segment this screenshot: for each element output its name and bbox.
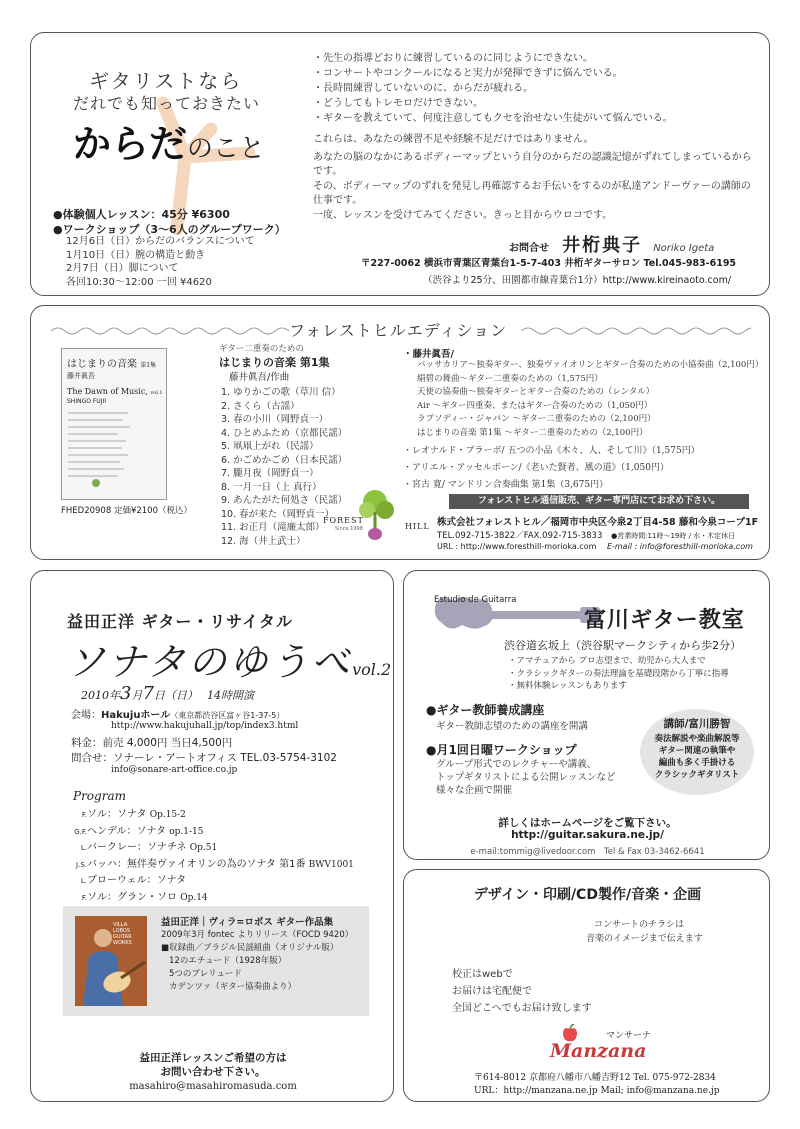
note-line: 校正はwebで	[452, 969, 513, 980]
karada-address: 〒227-0062 横浜市青葉区青葉台1-5-7-403 井桁ギターサロン Tel.045-983-6195	[361, 258, 737, 269]
venue-url[interactable]: http://www.hakujuhall.jp/top/index3.html	[111, 721, 299, 731]
tagline-line: コンサートのチラシは	[594, 920, 685, 930]
recital-vol: vol.2	[352, 660, 392, 679]
recital-heading: 益田正洋 ギター・リサイタル	[67, 612, 293, 631]
program-list	[71, 807, 354, 906]
feature-item: ・アマチュアから プロ志望まで、幼児から大人まで	[508, 656, 706, 666]
course-desc-line: 様々な企画で開催	[436, 785, 513, 796]
recital-title-text: ソナタのゆうべ	[67, 640, 353, 684]
lesson-line: 益田正洋レッスンご希望の方は	[139, 1052, 287, 1064]
song-item: 4. ひとめふため（京都民謡）	[221, 427, 348, 439]
work-item: ラプソディー・ジャパン 〜ギター二重奏のための（2,100円）	[417, 414, 656, 424]
body-para: これらは、あなたの練習不足や経験不足だけではありません。	[313, 134, 594, 145]
program-item	[71, 824, 354, 841]
foresthill-heading: フォレストヒルエディション	[289, 321, 508, 340]
company-contact	[437, 529, 735, 541]
manzana-panel	[403, 869, 770, 1102]
bio-line: クラシックギタリスト	[654, 770, 740, 780]
work-item: ・アリエル・アッセルボーン/《老いた賢者、風の道》（1,050円）	[403, 463, 669, 473]
manzana-wordmark: Manzana	[550, 1040, 647, 1062]
workshop-line: 12月6日（日）からだのバランスについて	[66, 236, 255, 247]
cd-track: 5つのプレリュード	[169, 969, 242, 979]
karada-title-main: からだ	[73, 122, 188, 166]
cd-track: ■収録曲／ブラジル民謡組曲（オリジナル版）	[161, 943, 339, 953]
program-item	[71, 857, 354, 874]
manzana-logo	[542, 1024, 692, 1064]
karada-subtitle-2: だれでも知っておきたい	[73, 94, 261, 113]
manzana-notes	[452, 966, 592, 1017]
course-2-desc	[436, 758, 615, 797]
wave-line-right	[521, 324, 751, 338]
other-works	[403, 443, 700, 494]
cd-track: 12のエチュード（1928年版）	[169, 956, 287, 966]
tomikawa-url[interactable]: http://guitar.sakura.ne.jp/	[511, 829, 664, 841]
work-item: 天使の協奏曲〜独奏ギターとギター合奏のための（レンタル）	[417, 387, 655, 397]
fujii-works	[417, 359, 763, 440]
cd-tracks	[161, 942, 338, 994]
workshop-line: 1月10日（日）腕の構造と動き	[66, 249, 206, 261]
sales-banner: フォレストヒル通信販売、ギター専門店にてお求め下さい。	[449, 494, 749, 509]
book-cover-en	[62, 382, 166, 396]
course-desc-line: グループ形式でのレクチャーや講義、	[436, 759, 597, 770]
date-time: 14時開演	[207, 689, 254, 702]
composer-initial: G.F.	[74, 827, 87, 836]
symptom-item: ・コンサートやコンクールになると実力が発揮できずに悩んでいる。	[313, 68, 623, 79]
composer-initial: L.	[80, 844, 87, 852]
composer-initial: F.	[81, 811, 87, 819]
song-item: 2. さくら（古謡）	[221, 400, 300, 412]
estudio-label: Estudio de Guitarra	[434, 595, 517, 605]
workshop-schedule	[66, 235, 255, 289]
company-url[interactable]: URL : http://www.foresthill-morioka.com	[437, 542, 597, 551]
workshop-line: 2月7日（日）脚について	[66, 263, 179, 274]
program-item	[71, 840, 354, 857]
symptom-item: ・どうしてもトレモロだけできない。	[313, 98, 483, 109]
recital-date	[81, 683, 254, 704]
program-opus: BWV1001	[308, 859, 354, 870]
book-en-vol: vol.1	[150, 390, 163, 396]
program-piece: バークレー：ソナチネ	[87, 842, 187, 853]
program-label: Program	[73, 789, 126, 803]
program-item	[71, 873, 354, 890]
masuda-panel	[30, 570, 394, 1102]
series-title: はじまりの音楽 第1集	[219, 356, 330, 369]
recital-venue	[71, 706, 284, 721]
recital-title	[67, 631, 391, 686]
karada-panel	[30, 32, 770, 296]
program-piece: バッハ：無伴奏ヴァイオリンの為のソナタ 第1番	[87, 858, 306, 870]
song-item: 3. 春の小川（岡野貞一）	[221, 414, 329, 425]
work-item: バッサカリア〜独奏ギター、独奏ヴァイオリンとギター合奏のための小協奏曲（2,100円）	[417, 360, 764, 370]
program-item	[71, 890, 354, 907]
tomikawa-title: 富川ギター教室	[584, 608, 745, 633]
venue-label: 会場：	[71, 710, 101, 721]
date-day: 7	[142, 683, 154, 704]
body-para: その、ボディーマップのずれを発見し再確認するお手伝いをするのが私達アンドーヴァーの講師の仕事です。	[313, 180, 751, 206]
cd-jacket	[75, 916, 147, 1006]
karada-access: （渋谷より25分、田園都市線青葉台1分）http://www.kireinaoto.com/	[423, 275, 732, 286]
contact-name: 井桁典子	[562, 235, 643, 256]
manzana-url[interactable]: URL：http://manzana.ne.jp Mail; info@manzana.ne.jp	[474, 1086, 720, 1096]
date-day-unit: 日（日）	[153, 689, 198, 702]
company-email[interactable]: E-mail : info@foresthill-morioka.com	[606, 542, 753, 551]
manzana-kana: マンサーナ	[606, 1031, 652, 1041]
song-item: 6. かごめかごめ（日本民謡）	[221, 454, 348, 466]
lesson-price: ●体験個人レッスン：45分 ¥6300	[53, 208, 230, 221]
tomikawa-contact: e-mail:tommig@livedoor.com Tel & Fax 03-3462-6641	[470, 847, 705, 857]
program-item	[71, 807, 354, 824]
inquiry-mail[interactable]: info@sonare-art-office.co.jp	[111, 765, 238, 775]
composer-initial: J.S.	[76, 860, 87, 869]
course-1-title: ●ギター教師養成講座	[426, 703, 545, 717]
karada-body	[313, 133, 753, 223]
program-opus: op.1-15	[169, 826, 204, 837]
cd-track: カデンツァ（ギター協奏曲より）	[169, 982, 297, 992]
company-tel: TEL.092-715-3822／FAX.092-715-3833	[437, 531, 603, 541]
tomikawa-location: 渋谷道玄坂上（渋谷駅マークシティから歩2分）	[504, 639, 742, 652]
cd-jacket-text: VILLA-LOBOS GUITAR WORKS	[113, 922, 132, 946]
body-para: あなたの脳のなかにあるボディーマップという自分のからだの認識記憶がずれてしまっているからです。	[313, 151, 752, 177]
book-code: FHED20908 定価¥2100（税込）	[61, 506, 192, 516]
tomikawa-features	[508, 655, 729, 693]
course-desc-line: トップギタリストによる公開レッスンなど	[436, 772, 616, 783]
song-item: 7. 朧月夜（岡野貞一）	[221, 468, 319, 479]
karada-subtitle-1: ギタリストなら	[89, 69, 243, 93]
contact-roman: Noriko Igeta	[653, 243, 715, 254]
song-item: 9. あんたがた何処さ（民謡）	[221, 495, 348, 506]
song-item: 8. 一月一日（上 真行）	[221, 481, 322, 493]
book-title-text: はじまりの音楽	[67, 359, 137, 370]
work-item: ・レオナルド・ブラーボ/ 五つの小品《木々、人、そして川》（1,575円）	[403, 446, 700, 456]
manzana-heading: デザイン・印刷/CD製作/音楽・企画	[473, 887, 702, 903]
logo-hill: HILL	[405, 522, 430, 531]
fujii-label: ・藤井眞吾/	[403, 349, 454, 360]
note-line: 全国どこへでもお届け致します	[452, 1003, 592, 1014]
work-item: 絹碧の舞曲〜ギター二重奏のための（1,575円）	[417, 373, 603, 384]
course-1-desc: ギター教師志望のための講座を開講	[436, 721, 588, 732]
program-piece: ヘンデル：ソナタ	[87, 825, 166, 837]
logo-forest: FOREST	[323, 516, 364, 525]
logo-since: Since 1998	[335, 526, 363, 532]
song-item: 12. 海（井上武士）	[221, 535, 306, 547]
book-cover-title	[62, 349, 166, 370]
song-item: 10. 春が来た（岡野貞一）	[221, 508, 335, 520]
venue-name: Hakujuホール	[101, 710, 171, 721]
body-para: 一度、レッスンを受けてみてください。きっと目からウロコです。	[313, 209, 613, 221]
book-en-author: SHINGO FUJII	[67, 398, 107, 405]
symptom-item: ・先生の指導どおりに練習しているのに同じようにできない。	[313, 53, 593, 64]
program-piece: ブローウェル：ソナタ	[87, 875, 187, 886]
company-name: 株式会社フォレストヒル／福岡市中央区今泉2丁目4-58 藤和今泉コープ1F	[437, 517, 759, 528]
karada-contact	[509, 231, 714, 257]
foresthill-panel	[30, 305, 770, 560]
tagline-line: 音楽のイメージまで伝えます	[586, 934, 703, 944]
work-item: Air 〜ギター四重奏、またはギター合奏のための（1,050円）	[417, 400, 653, 411]
venue-address: （東京都渋谷区富ヶ谷1-37-5）	[170, 711, 285, 720]
work-item: ・宮古 寛/ マンドリン合奏曲集 第1集（3,675円）	[403, 480, 609, 490]
series-author: 藤井眞吾/作曲	[229, 372, 290, 383]
lesson-notice	[31, 1051, 395, 1079]
workshop-heading: ●ワークショップ（3〜6人のグループワーク）	[53, 223, 286, 236]
composer-initial: F.	[81, 893, 87, 902]
manzana-address: 〒614-8012 京都府八幡市八幡吉野12 Tel. 075-972-2834	[474, 1073, 716, 1083]
song-item: 11. お正月（滝廉太郎）	[221, 522, 325, 533]
program-opus: Op.51	[189, 843, 218, 853]
teacher-bio	[640, 733, 754, 781]
manzana-tagline	[586, 918, 703, 946]
lesson-line: お問い合わせ下さい。	[160, 1066, 266, 1078]
recital-inquiry: 問合せ：ソナーレ・アートオフィス TEL.03-5754-3102	[71, 752, 337, 764]
company-hours: ●営業時間:11時〜19時 / 水・木定休日	[611, 532, 736, 540]
program-piece: ソル：ソナタ	[87, 809, 147, 820]
program-piece: ソル：グラン・ソロ	[87, 891, 177, 903]
program-opus: Op.14	[180, 892, 208, 903]
cd-panel	[63, 906, 369, 1016]
bio-line: 奏法解説や楽曲解説等	[654, 734, 740, 744]
feature-item: ・クラシックギターの奏法理論を基礎段階から丁寧に指導	[508, 668, 729, 679]
karada-title-suffix: のこと	[187, 134, 266, 164]
cd-title: 益田正洋｜ヴィラ=ロボス ギター作品集	[161, 917, 334, 928]
symptom-item: ・ギターを教えていて、何度注意してもクセを治せない生徒がいて悩んでいる。	[313, 113, 673, 124]
feature-item: ・無料体験レッスンもあります	[508, 681, 627, 691]
song-item: 1. ゆりかごの歌（草川 信）	[221, 387, 341, 398]
book-tracklist-graphic	[68, 409, 158, 489]
karada-title	[73, 113, 265, 168]
book-en-title: The Dawn of Music,	[67, 387, 148, 396]
date-year: 2010年	[81, 689, 120, 702]
company-web	[437, 542, 753, 551]
program-opus: Op.15-2	[149, 810, 186, 820]
workshop-line: 各回10:30〜12:00 一回 ¥4620	[66, 276, 212, 288]
teacher-badge	[640, 709, 754, 795]
more-info: 詳しくはホームページをご覧下さい。	[498, 817, 677, 829]
note-line: お届けは宅配便で	[452, 986, 532, 997]
book-cover-author: 藤井眞吾	[67, 372, 95, 380]
series-label: ギター二重奏のための	[219, 344, 304, 354]
song-item: 5. 凧凧上がれ（民謡）	[221, 441, 319, 452]
symptom-item: ・長時間練習していないのに、からだが疲れる。	[313, 83, 533, 94]
composer-initial: L.	[80, 877, 87, 885]
work-item: はじまりの音楽 第1集 〜ギター二重奏のための（2,100円）	[417, 427, 648, 438]
tomikawa-panel	[403, 570, 770, 860]
date-month-unit: 月	[131, 689, 143, 702]
course-2-title: ●月1回日曜ワークショップ	[426, 743, 577, 757]
book-cover	[61, 348, 167, 500]
bio-line: ギター関連の執筆や	[658, 746, 736, 756]
symptom-list	[313, 51, 673, 126]
lesson-mail[interactable]: masahiro@masahiromasuda.com	[129, 1081, 297, 1092]
recital-price: 料金：前売 4,000円 当日4,500円	[71, 737, 233, 749]
bio-line: 編曲も多く手掛ける	[658, 758, 736, 768]
contact-label: お問合せ	[509, 243, 549, 254]
cd-release: 2009年3月 fontec よりリリース（FOCD 9420）	[161, 930, 354, 940]
teacher-name: 講師/富川勝智	[663, 718, 731, 730]
date-month: 3	[120, 683, 132, 704]
book-vol-text: 第1集	[140, 362, 157, 369]
wave-line-left	[51, 324, 291, 338]
